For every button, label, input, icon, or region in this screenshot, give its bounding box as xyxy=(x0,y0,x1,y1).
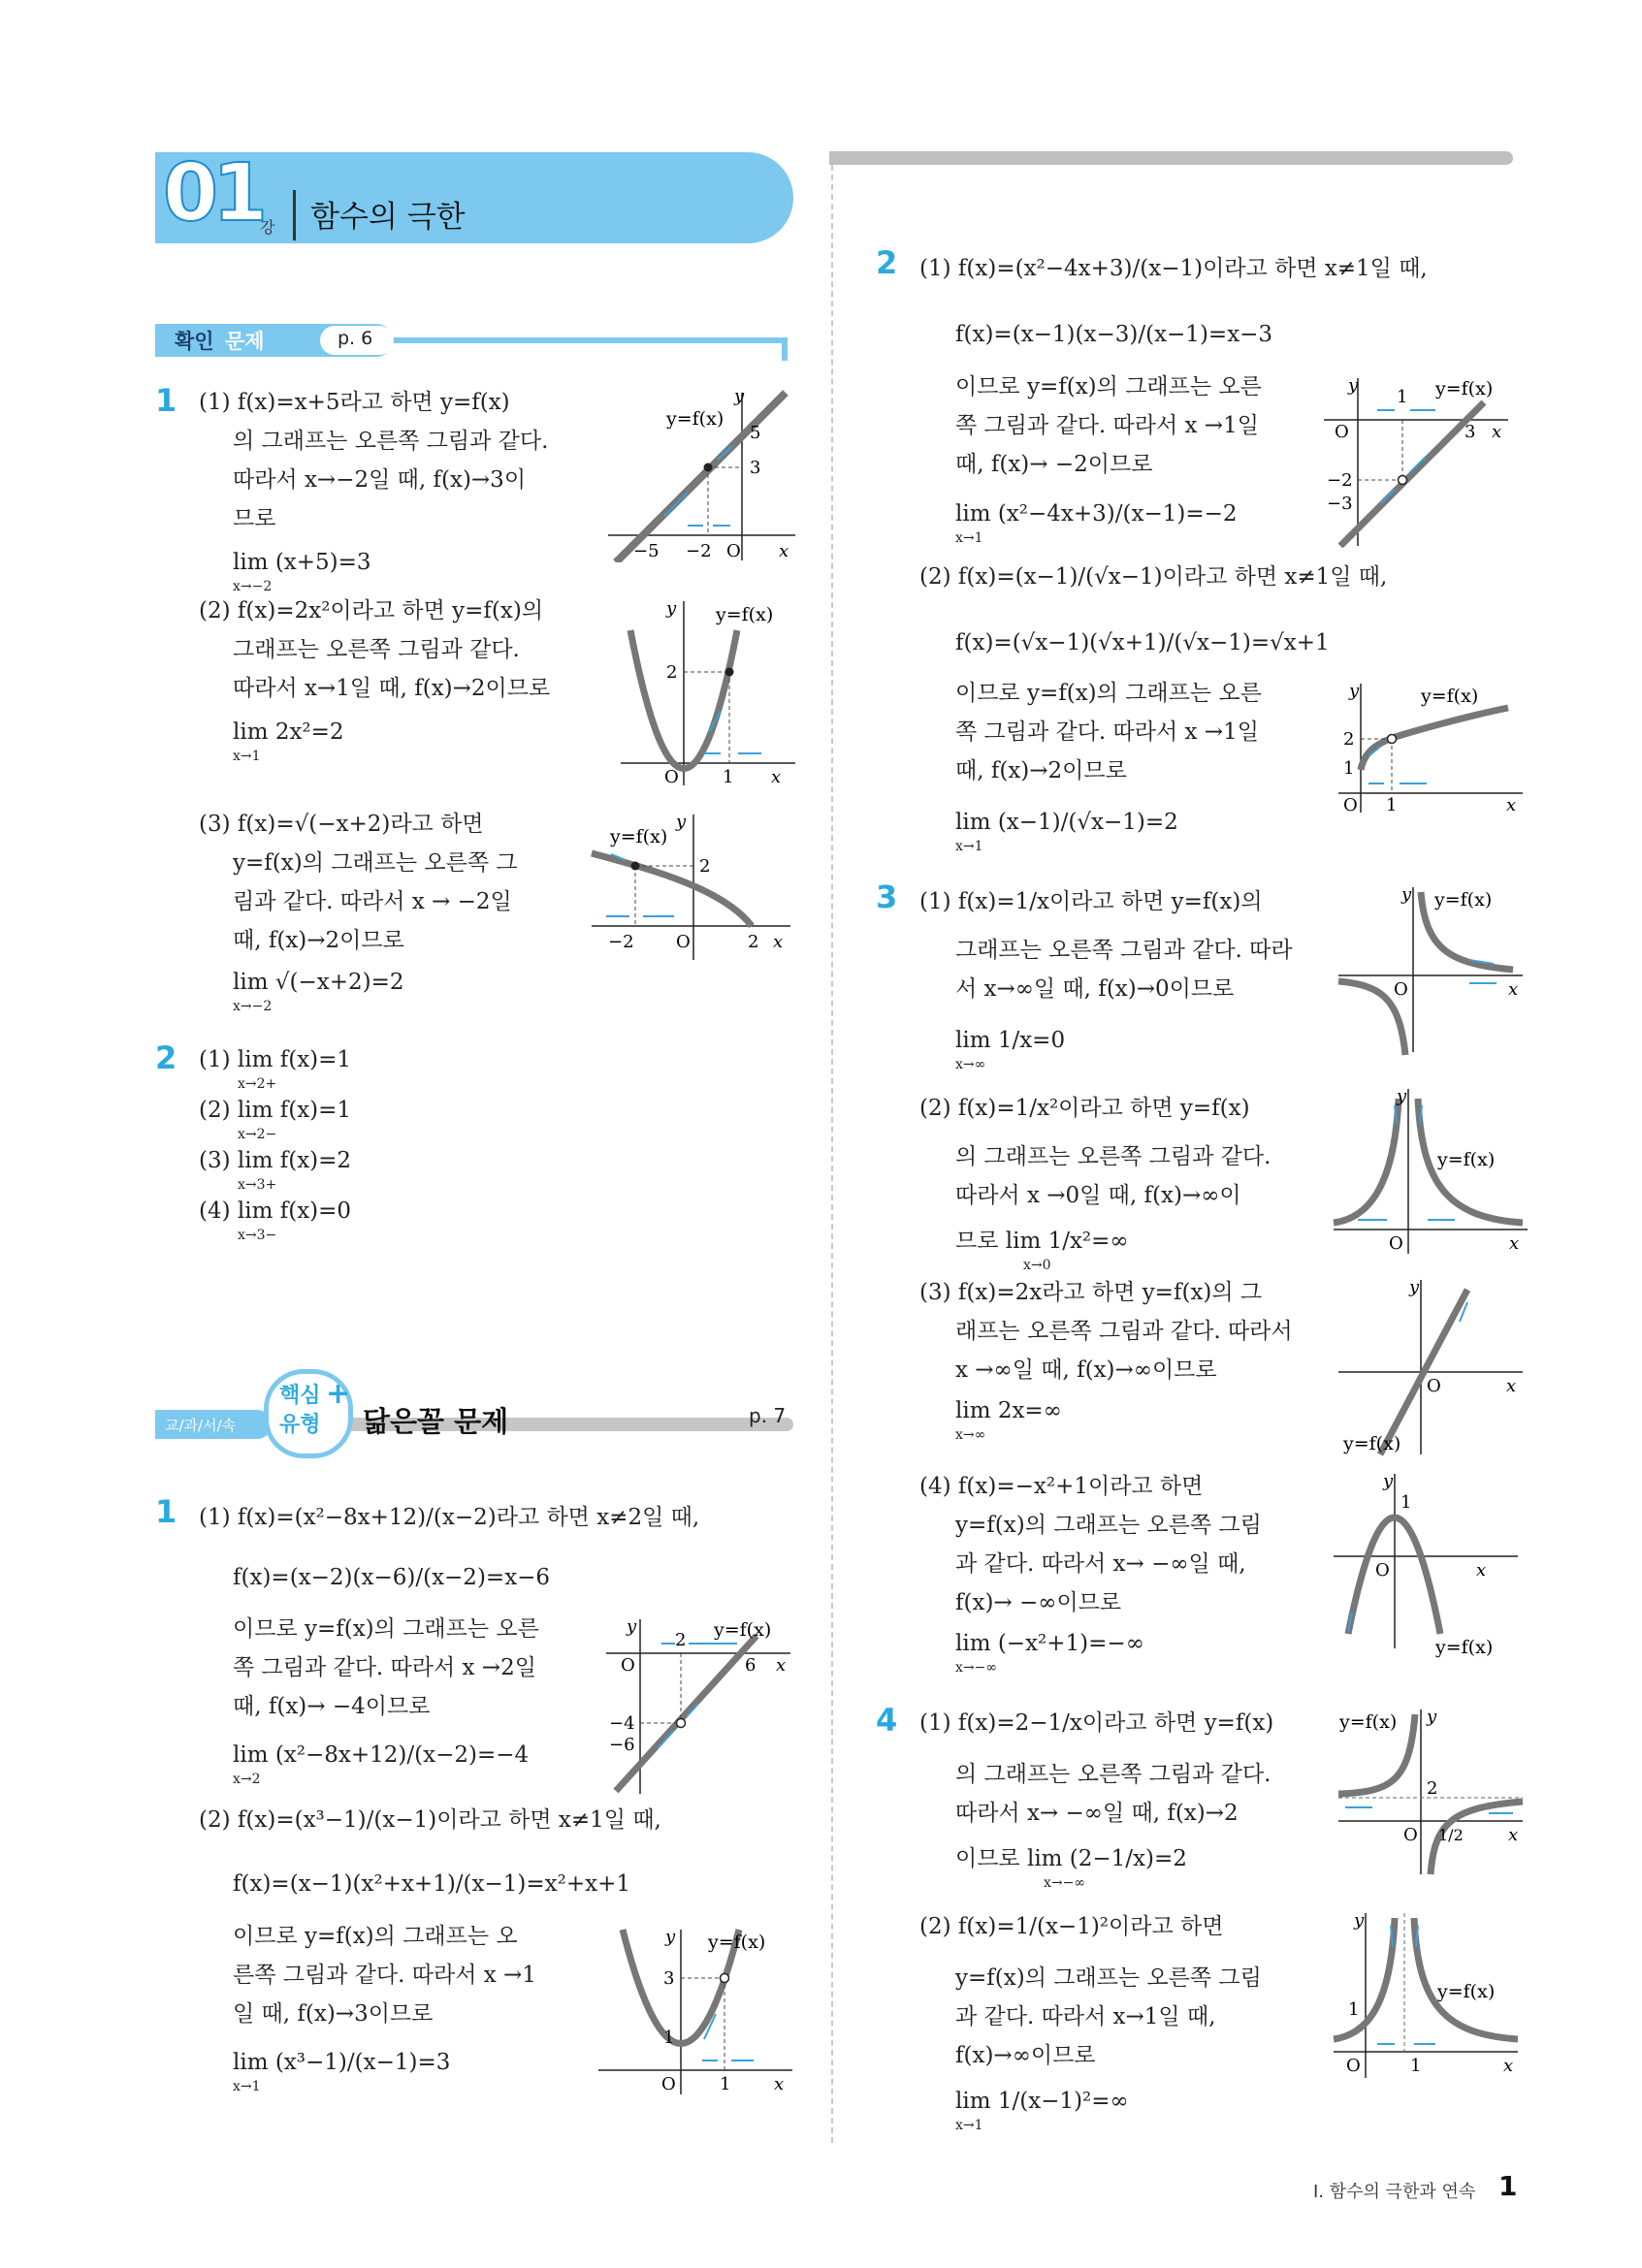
g3-x: x xyxy=(773,932,784,952)
gq31-fx: y=f(x) xyxy=(1434,889,1493,910)
gq31-o: O xyxy=(1394,979,1408,1000)
chapter-title: 함수의 극한 xyxy=(310,200,466,235)
gk2-x: x xyxy=(774,2074,785,2094)
gq21-n1: 1 xyxy=(1397,387,1408,407)
c1-l5: lim (x+5)=3 xyxy=(233,550,371,575)
gq21-fx: y=f(x) xyxy=(1435,378,1494,399)
g2-n2: 2 xyxy=(666,662,678,683)
q3-l17: lim (−x²+1)=−∞ xyxy=(955,1631,1144,1656)
core-badge-top: 핵심 xyxy=(279,1384,321,1408)
k1-l10: 른쪽 그림과 같다. 따라서 x →1 xyxy=(233,1963,536,1988)
c1-l14s: x→−2 xyxy=(233,999,273,1014)
q3-l10: 래프는 오른쪽 그림과 같다. 따라서 xyxy=(955,1319,1293,1344)
core-page: p. 7 xyxy=(749,1404,787,1427)
graph-q3-4 xyxy=(1329,1469,1523,1663)
q4-l4: 이므로 lim (2−1/x)=2 xyxy=(955,1846,1187,1871)
graph-c1-2 xyxy=(616,596,800,790)
q3-l6: 의 그래프는 오른쪽 그림과 같다. xyxy=(955,1144,1272,1169)
gq22-n1: 1 xyxy=(1343,758,1355,779)
gq22-x: x xyxy=(1506,795,1517,815)
q2-number: 2 xyxy=(876,244,898,281)
q3-l13: (4) f(x)=−x²+1이라고 하면 xyxy=(919,1474,1204,1499)
q2-l12s: x→1 xyxy=(955,839,983,854)
gq32-fx: y=f(x) xyxy=(1437,1149,1496,1170)
q4-l8: f(x)→∞이므로 xyxy=(955,2043,1096,2068)
q2-l8: f(x)=(√x−1)(√x+1)/(√x−1)=√x+1 xyxy=(955,630,1330,655)
k1-l7: (2) f(x)=(x³−1)/(x−1)이라고 하면 x≠1일 때, xyxy=(199,1807,661,1833)
k1-l1: (1) f(x)=(x²−8x+12)/(x−2)라고 하면 x≠2일 때, xyxy=(199,1505,700,1530)
c2-b: (2) lim f(x)=1 xyxy=(199,1098,352,1123)
gq32-y: y xyxy=(1397,1086,1407,1106)
q3-l1: (1) f(x)=1/x이라고 하면 y=f(x)의 xyxy=(919,889,1263,914)
q3-l5: (2) f(x)=1/x²이라고 하면 y=f(x) xyxy=(919,1096,1250,1121)
q2-l11: 때, f(x)→2이므로 xyxy=(955,758,1127,783)
gk1-x: x xyxy=(776,1655,787,1676)
k1-l3: 이므로 y=f(x)의 그래프는 오른 xyxy=(233,1616,539,1642)
q3-l4: lim 1/x=0 xyxy=(955,1028,1066,1053)
c2-a: (1) lim f(x)=1 xyxy=(199,1047,352,1072)
c1-l13: 때, f(x)→2이므로 xyxy=(233,928,404,953)
q2-l2: f(x)=(x−1)(x−3)/(x−1)=x−3 xyxy=(955,322,1273,347)
gq41-o: O xyxy=(1403,1825,1418,1845)
check-1-number: 1 xyxy=(155,382,177,419)
gq21-x: x xyxy=(1492,422,1502,442)
c2-c: (3) lim f(x)=2 xyxy=(199,1148,352,1173)
c1-l4: 므로 xyxy=(233,506,276,531)
g1-x: x xyxy=(779,541,789,561)
q3-l8s: x→0 xyxy=(1023,1258,1051,1273)
k1-l8: f(x)=(x−1)(x²+x+1)/(x−1)=x²+x+1 xyxy=(233,1871,630,1897)
chapter-number: 01 xyxy=(163,147,263,240)
q4-l5: (2) f(x)=1/(x−1)²이라고 하면 xyxy=(919,1914,1224,1939)
gq42-fx: y=f(x) xyxy=(1437,1981,1496,2002)
g3-m2: −2 xyxy=(608,932,634,952)
gk2-fx: y=f(x) xyxy=(708,1932,766,1953)
q3-l12: lim 2x=∞ xyxy=(955,1398,1062,1423)
c2-ds: x→3− xyxy=(238,1228,277,1243)
q3-l3: 서 x→∞일 때, f(x)→0이므로 xyxy=(955,976,1235,1002)
q3-l2: 그래프는 오른쪽 그림과 같다. 따라 xyxy=(955,938,1293,963)
core-1-number: 1 xyxy=(155,1493,177,1530)
k1-l9: 이므로 y=f(x)의 그래프는 오 xyxy=(233,1924,518,1949)
gk1-m4: −4 xyxy=(609,1713,635,1734)
graph-q4-2 xyxy=(1329,1908,1523,2083)
g1-n5: 5 xyxy=(750,423,761,443)
gq41-y: y xyxy=(1427,1707,1437,1727)
q2-l6: lim (x²−4x+3)/(x−1)=−2 xyxy=(955,501,1238,527)
gq34-x: x xyxy=(1476,1560,1487,1581)
core-title: 닮은꼴 문제 xyxy=(363,1405,509,1438)
gk2-o: O xyxy=(661,2074,676,2094)
c1-l9: lim 2x²=2 xyxy=(233,719,344,745)
g1-m2: −2 xyxy=(686,541,712,561)
g1-o: O xyxy=(726,541,741,561)
gq42-o: O xyxy=(1346,2056,1361,2076)
check-section-bar xyxy=(155,324,790,363)
core-side: 교/과/서/속 xyxy=(165,1417,237,1434)
g1-n3: 3 xyxy=(750,458,761,478)
core-section-bar xyxy=(155,1367,793,1454)
q4-l2: 의 그래프는 오른쪽 그림과 같다. xyxy=(955,1762,1272,1787)
graph-k1-2 xyxy=(594,1925,797,2099)
c1-l9s: x→1 xyxy=(233,749,261,764)
footer-text: I. 함수의 극한과 연속 xyxy=(1313,2182,1476,2202)
graph-c1-3 xyxy=(587,810,795,965)
k1-l6s: x→2 xyxy=(233,1772,261,1787)
c1-l8: 따라서 x→1일 때, f(x)→2이므로 xyxy=(233,676,551,701)
column-divider xyxy=(831,165,833,2143)
gq34-y: y xyxy=(1383,1471,1394,1491)
gk1-y: y xyxy=(627,1616,637,1637)
chapter-divider xyxy=(293,190,296,240)
gq21-m2: −2 xyxy=(1327,470,1353,491)
gq32-x: x xyxy=(1509,1233,1520,1254)
gk1-m6: −6 xyxy=(609,1735,635,1755)
q2-l10: 쪽 그림과 같다. 따라서 x →1일 xyxy=(955,719,1259,745)
gk2-n3: 3 xyxy=(663,1968,675,1989)
gk2-y: y xyxy=(665,1927,676,1947)
q3-l9: (3) f(x)=2x라고 하면 y=f(x)의 그 xyxy=(919,1280,1263,1305)
q3-l11: x →∞일 때, f(x)→∞이므로 xyxy=(955,1358,1217,1383)
check-2-number: 2 xyxy=(155,1039,177,1076)
q3-l17s: x→−∞ xyxy=(955,1660,998,1676)
gq42-x: x xyxy=(1503,2056,1514,2076)
c1-l14: lim √(−x+2)=2 xyxy=(233,970,404,995)
k1-l6: lim (x²−8x+12)/(x−2)=−4 xyxy=(233,1742,530,1768)
gk1-n2: 2 xyxy=(675,1630,687,1650)
graph-q4-1 xyxy=(1334,1705,1528,1879)
c1-l11: y=f(x)의 그래프는 오른쪽 그 xyxy=(233,850,518,876)
chapter-number-badge xyxy=(155,147,275,242)
c1-l2: 의 그래프는 오른쪽 그림과 같다. xyxy=(233,429,549,454)
k1-l12s: x→1 xyxy=(233,2079,261,2094)
g1-fx: y=f(x) xyxy=(666,408,724,430)
check-label-a: 확인 xyxy=(175,330,214,353)
q2-l7: (2) f(x)=(x−1)/(√x−1)이라고 하면 x≠1일 때, xyxy=(919,564,1388,590)
gq31-y: y xyxy=(1401,884,1412,905)
q4-l3: 따라서 x→ −∞일 때, f(x)→2 xyxy=(955,1801,1239,1826)
q2-l5: 때, f(x)→ −2이므로 xyxy=(955,452,1153,477)
core-badge-bottom: 유형 xyxy=(279,1413,321,1437)
graph-q2-2 xyxy=(1334,679,1528,815)
g3-n2a: 2 xyxy=(699,856,711,877)
graph-k1-1 xyxy=(601,1614,795,1799)
gq42-n1: 1 xyxy=(1348,1999,1360,2020)
g2-x: x xyxy=(771,767,782,787)
k1-l11: 일 때, f(x)→3이므로 xyxy=(233,2001,434,2027)
gq41-n2: 2 xyxy=(1427,1778,1438,1799)
c1-l5s: x→−2 xyxy=(233,579,273,594)
gq33-o: O xyxy=(1427,1376,1441,1396)
c1-l1: (1) f(x)=x+5라고 하면 y=f(x) xyxy=(199,390,510,415)
g2-o: O xyxy=(664,767,679,787)
g3-n2b: 2 xyxy=(748,932,759,952)
graph-q2-1 xyxy=(1319,373,1513,548)
gk1-fx: y=f(x) xyxy=(714,1619,772,1641)
gq21-n3: 3 xyxy=(1465,422,1476,442)
q3-l15: 과 같다. 따라서 x→ −∞일 때, xyxy=(955,1551,1246,1577)
gq41-x: x xyxy=(1508,1825,1519,1845)
gk1-o: O xyxy=(621,1655,635,1676)
gq34-fx: y=f(x) xyxy=(1435,1637,1494,1658)
q4-l6: y=f(x)의 그래프는 오른쪽 그림 xyxy=(955,1965,1262,1991)
c1-l3: 따라서 x→−2일 때, f(x)→3이 xyxy=(233,467,527,493)
q4-l4s: x→−∞ xyxy=(1044,1875,1086,1891)
gq21-y: y xyxy=(1348,375,1359,396)
c1-l10: (3) f(x)=√(−x+2)라고 하면 xyxy=(199,812,484,837)
c2-cs: x→3+ xyxy=(238,1177,277,1193)
gk2-n1b: 1 xyxy=(720,2074,731,2094)
q2-l4: 쪽 그림과 같다. 따라서 x →1일 xyxy=(955,413,1259,438)
q4-l7: 과 같다. 따라서 x→1일 때, xyxy=(955,2004,1216,2029)
gq22-n1b: 1 xyxy=(1386,795,1398,815)
footer-page: 1 xyxy=(1498,2170,1518,2202)
q2-l6s: x→1 xyxy=(955,530,983,546)
q3-number: 3 xyxy=(876,878,898,915)
gq22-fx: y=f(x) xyxy=(1421,686,1479,707)
gq22-o: O xyxy=(1343,795,1358,815)
gq33-y: y xyxy=(1409,1277,1420,1297)
graph-q3-2 xyxy=(1329,1084,1532,1259)
gq22-n2: 2 xyxy=(1343,729,1355,750)
c2-d: (4) lim f(x)=0 xyxy=(199,1198,352,1224)
top-rule-right xyxy=(829,151,1513,165)
k1-l5: 때, f(x)→ −4이므로 xyxy=(233,1694,431,1719)
q3-l16: f(x)→ −∞이므로 xyxy=(955,1590,1122,1615)
chapter-suffix: 강 xyxy=(260,218,275,237)
gq22-y: y xyxy=(1349,681,1360,701)
q4-l1: (1) f(x)=2−1/x이라고 하면 y=f(x) xyxy=(919,1710,1274,1736)
graph-c1-1 xyxy=(606,388,800,562)
c2-as: x→2+ xyxy=(238,1076,277,1092)
g3-o: O xyxy=(676,932,691,952)
q3-l14: y=f(x)의 그래프는 오른쪽 그림 xyxy=(955,1513,1262,1538)
core-plus: + xyxy=(326,1377,351,1411)
c1-l7: 그래프는 오른쪽 그림과 같다. xyxy=(233,637,520,662)
gk2-n1: 1 xyxy=(663,2028,675,2048)
q3-l12s: x→∞ xyxy=(955,1427,986,1443)
g2-fx: y=f(x) xyxy=(716,604,774,625)
c2-bs: x→2− xyxy=(238,1127,277,1142)
gk1-n6: 6 xyxy=(745,1655,757,1676)
gq42-y: y xyxy=(1354,1910,1365,1931)
q4-l9s: x→1 xyxy=(955,2118,983,2133)
g1-y: y xyxy=(734,388,745,406)
k1-l2: f(x)=(x−2)(x−6)/(x−2)=x−6 xyxy=(233,1565,551,1590)
gq34-o: O xyxy=(1375,1560,1390,1581)
gq41-fx: y=f(x) xyxy=(1339,1711,1398,1733)
gq21-o: O xyxy=(1335,422,1349,442)
q2-l12: lim (x−1)/(√x−1)=2 xyxy=(955,810,1178,835)
gq42-n1b: 1 xyxy=(1410,2056,1422,2076)
gq33-fx: y=f(x) xyxy=(1343,1433,1401,1454)
q2-l1: (1) f(x)=(x²−4x+3)/(x−1)이라고 하면 x≠1일 때, xyxy=(919,256,1428,281)
graph-q3-1 xyxy=(1334,882,1528,1057)
check-label-b: 문제 xyxy=(225,330,265,353)
gq32-o: O xyxy=(1389,1233,1403,1254)
graph-q3-3 xyxy=(1334,1275,1528,1459)
k1-l4: 쪽 그림과 같다. 따라서 x →2일 xyxy=(233,1655,536,1680)
g3-fx: y=f(x) xyxy=(610,826,668,847)
g3-y: y xyxy=(676,812,687,832)
gq34-n1: 1 xyxy=(1401,1492,1412,1513)
q3-l4s: x→∞ xyxy=(955,1057,986,1072)
g1-m5: −5 xyxy=(633,541,660,561)
gq33-x: x xyxy=(1506,1376,1517,1396)
g2-n1: 1 xyxy=(723,767,734,787)
gq31-x: x xyxy=(1508,979,1519,1000)
q3-l8: 므로 lim 1/x²=∞ xyxy=(955,1229,1129,1254)
c1-l6: (2) f(x)=2x²이라고 하면 y=f(x)의 xyxy=(199,598,544,623)
q4-number: 4 xyxy=(876,1702,898,1739)
gq41-half: 1/2 xyxy=(1438,1826,1464,1844)
c1-l12: 림과 같다. 따라서 x → −2일 xyxy=(233,889,512,914)
q2-l3: 이므로 y=f(x)의 그래프는 오른 xyxy=(955,374,1262,399)
k1-l12: lim (x³−1)/(x−1)=3 xyxy=(233,2050,451,2075)
q4-l9: lim 1/(x−1)²=∞ xyxy=(955,2089,1129,2114)
gq21-m3: −3 xyxy=(1327,494,1353,514)
q3-l7: 따라서 x →0일 때, f(x)→∞이 xyxy=(955,1183,1241,1208)
q2-l9: 이므로 y=f(x)의 그래프는 오른 xyxy=(955,681,1262,706)
g2-y: y xyxy=(666,598,677,619)
check-page: p. 6 xyxy=(338,328,373,349)
